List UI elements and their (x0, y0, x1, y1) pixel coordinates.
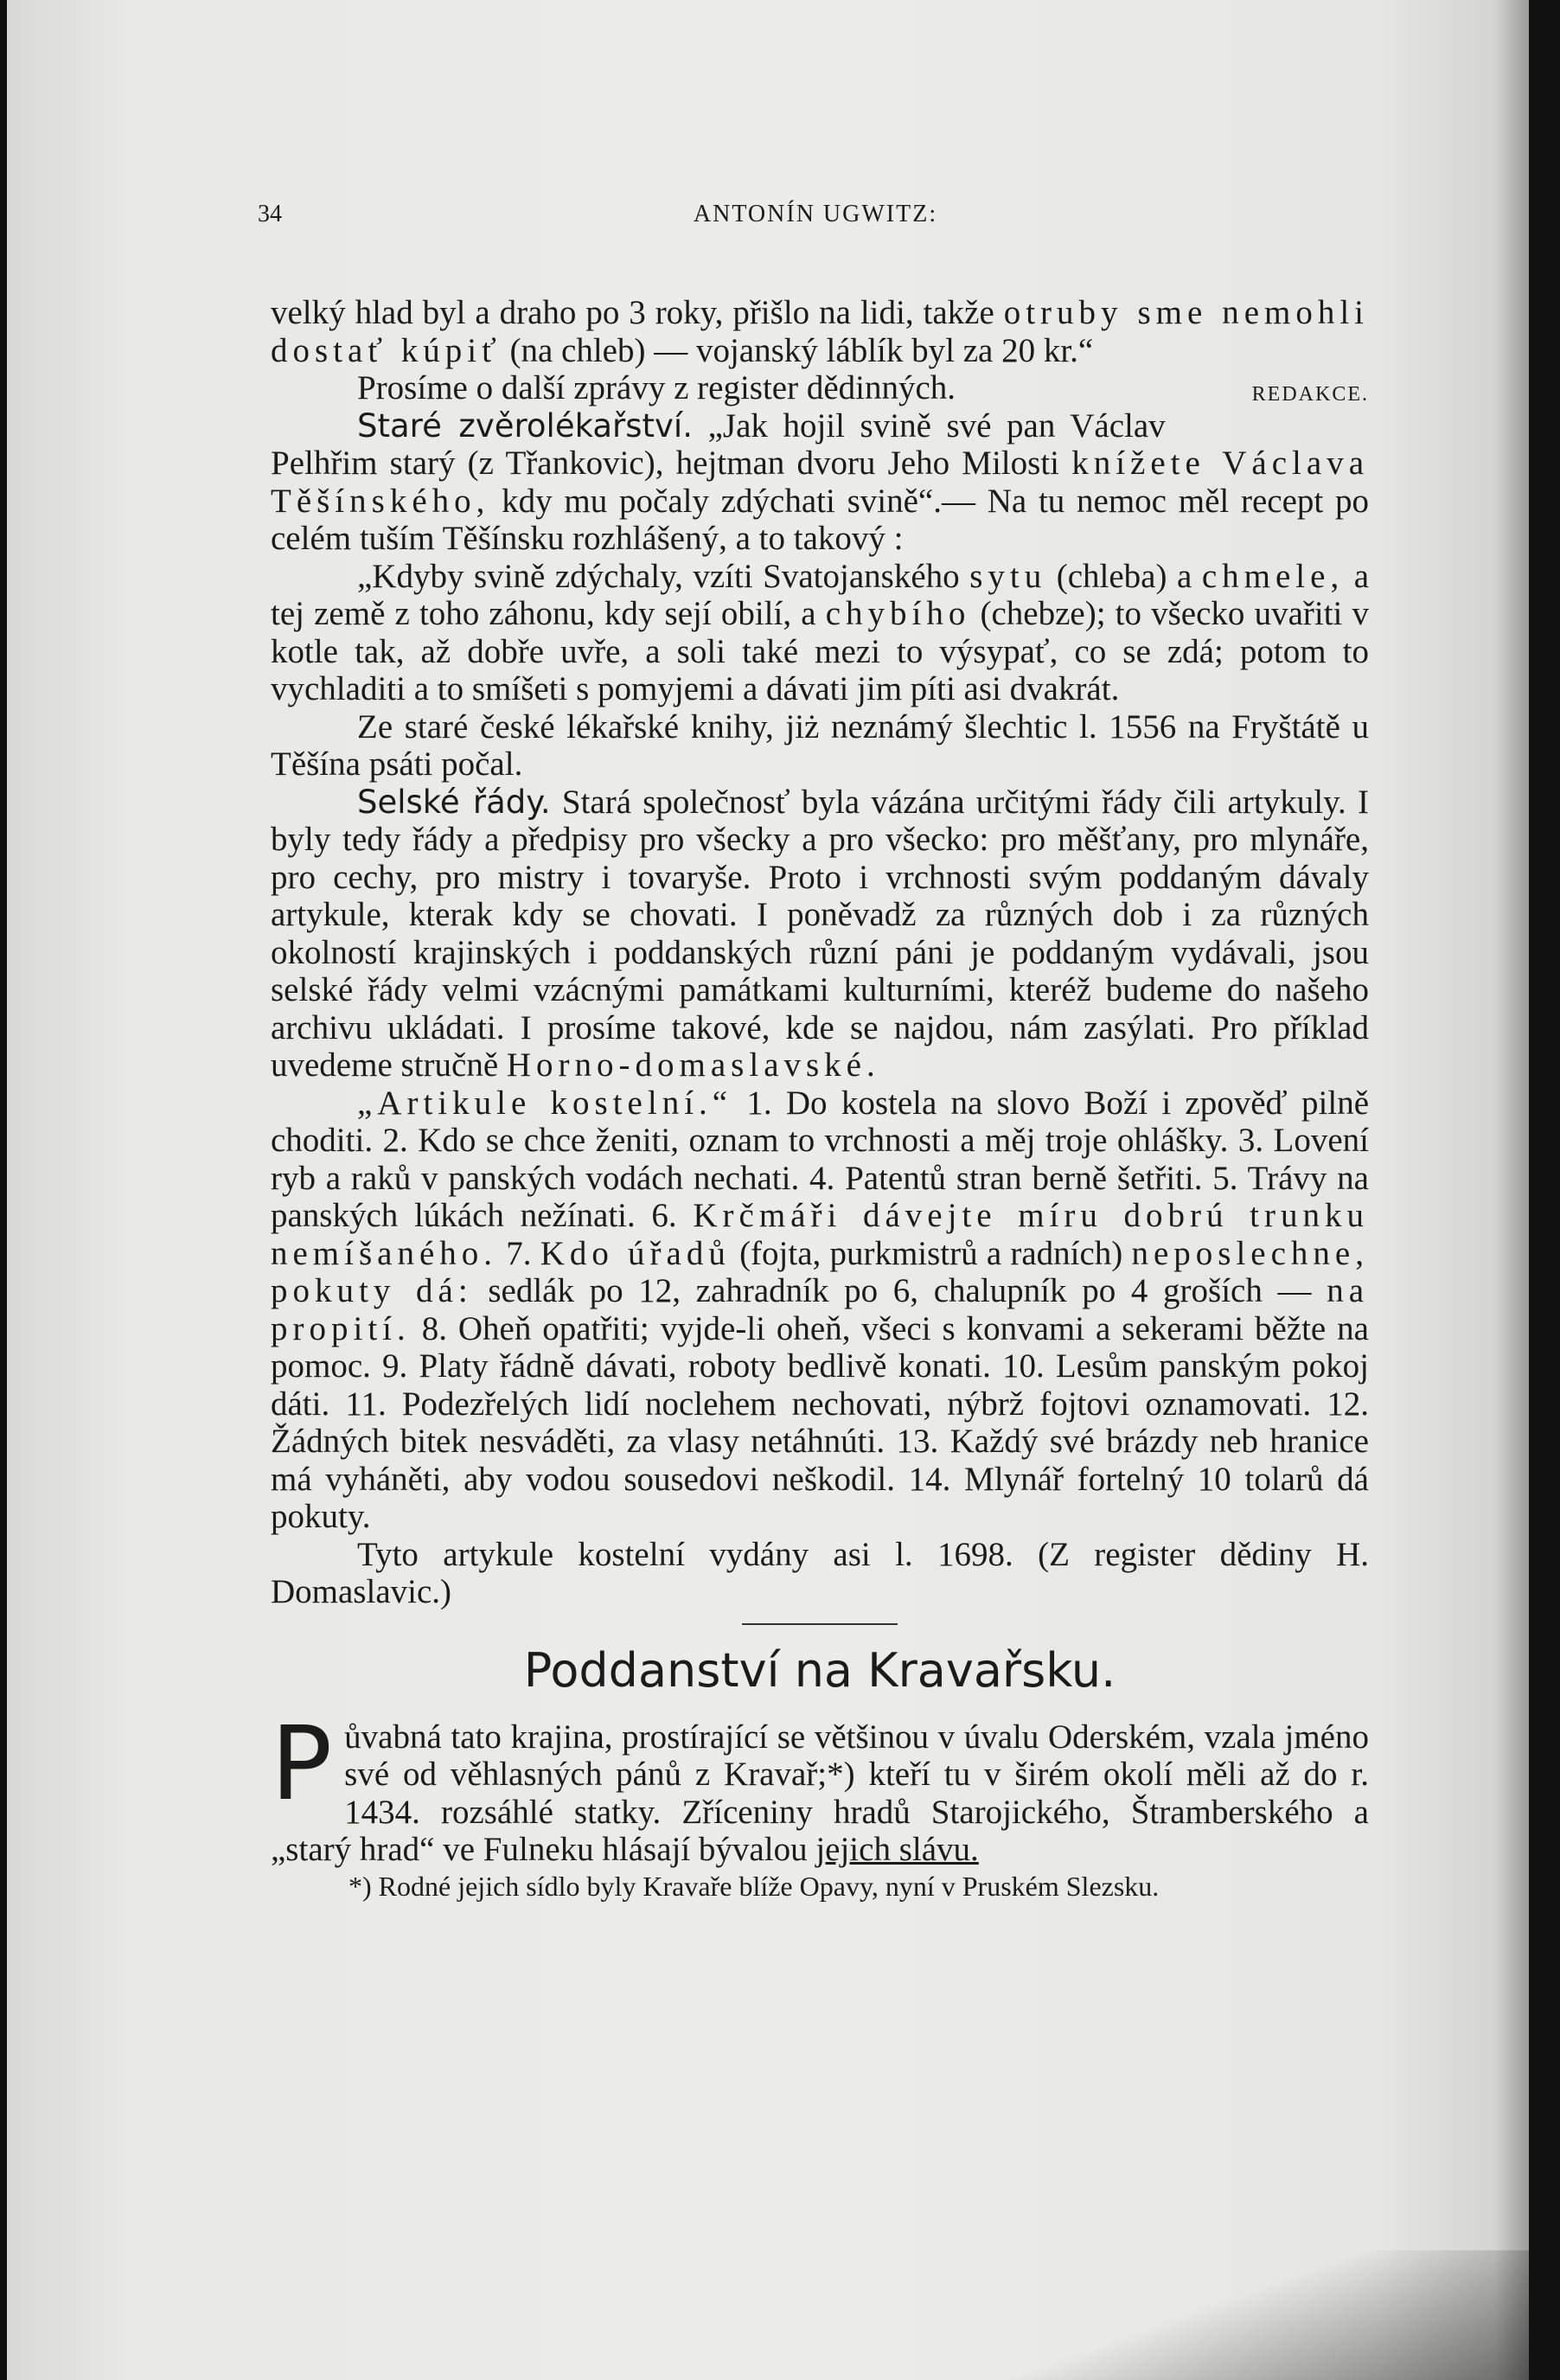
page-number: 34 (258, 201, 282, 227)
page-edge-shadow (1494, 0, 1529, 2380)
book-page (7, 0, 1529, 2380)
footnote: *) Rodné jejich sídlo byly Kravaře blíže Opavy, nyní v Pruském Slezsku. (348, 1870, 1160, 1902)
subheading-veterinary: Staré zvěrolékařství. (357, 406, 693, 445)
paragraph-kravarsko: P ůvabná tato krajina, prostírající se většinou v úvalu Oderském, vzala jméno své od věhlasných pánů z Kravař;*) kteří tu v širém okolí měli až do r. 1434. rozsáhlé statky. Zříceniny hradů Starojického, Štramberského a „starý hrad“ ve Fulneku hlásají bývalou jejich slávu. (271, 1703, 1369, 1868)
running-head: ANTONÍN UGWITZ: (693, 201, 938, 227)
paragraph-veterinary: Staré zvěrolékařství. „Jak hojil svině své pan Václav Pelhřim starý (z Třankovic), hejtman dvoru Jeho Milosti knížete Václava Těšínského, kdy mu počaly zdýchati svině“.— Na tu nemoc měl recept po celém tuším Těšínsku rozhlášený, a to takový : (271, 406, 1370, 557)
subheading-orders: Selské řády. (357, 783, 551, 821)
paragraph-orders: Selské řády. Stará společnosť byla vázána určitými řády čili artykuly. I byly tedy řády a předpisy pro všecky a pro všecko: pro měšťany, pro mlynáře, pro cechy, pro mistry i tovaryše. Proto i vrchnosti svým poddaným dávaly artykule, kterak kdy se chovati. I poněvadž za různých dob i za různých okolností krajinských i poddanských různí páni je poddaným vydávali, jsou selské řády velmi vzácnými památkami kulturními, kteréž budeme do našeho archivu ukládati. I prosíme takové, kde se najdou, nám zasýlati. Pro příklad uvedeme stručně Horno-domaslavské. (271, 783, 1369, 1084)
paragraph-dating: Tyto artykule kostelní vydány asi l. 1698. (Z register dědiny H. Domaslavic.) (271, 1535, 1369, 1610)
paragraph-request: Prosíme o další zprávy z register dědinných. REDAKCE. (271, 369, 1369, 407)
page-text (271, 294, 1369, 1903)
section-divider (742, 1623, 898, 1625)
paragraph-articles: „Artikule kostelní.“ 1. Do kostela na slovo Boží i zpověď pilně choditi. 2. Kdo se chce ženiti, oznam to vrchnosti a měj troje ohlášky. 3. Lovení ryb a raků v panských vodách nechati. 4. Patentů stran berně šetřiti. 5. Trávy na panských lúkách nežínati. 6. Krčmáři dávejte míru dobrú trunku nemíšaného. 7. Kdo úřadů (fojta, purkmistrů a radních) neposlechne, pokuty dá: sedlák po 12, zahradník po 6, chalupník po 4 groších — na propití. 8. Oheň opatřiti; vyjde-li oheň, všeci s konvami a sekerami běžte na pomoc. 9. Platy řádně dávati, roboty bedlivě konati. 10. Lesům panským pokoj dáti. 11. Podezřelých lidí noclehem nechovati, nýbrž fojtovi oznamovati. 12. Žádných bitek nesváděti, za vlasy netáhnúti. 13. Každý své brázdy neb hranice má vyháněti, aby vodou sousedovi neškodil. 14. Mlynář fortelný 10 tolarů dá pokuty. (271, 1084, 1370, 1535)
paragraph-recipe: „Kdyby svině zdýchaly, vzíti Svatojanského sytu (chleba) a chmele, a tej země z toho záhonu, kdy sejí obilí, a chybího (chebze); to všecko uvařiti v kotle tak, až dobře uvře, a soli také mezi to výsypať, co se zdá; potom to vychladiti a to smíšeti s pomyjemi a dávati jim píti asi dvakrát. (271, 557, 1370, 707)
paragraph-hunger: velký hlad byl a draho po 3 roky, přišlo na lidi, takže otruby sme nemohli dostať kúpiť (na chleb) — vojanský láblík byl za 20 kr.“ (271, 294, 1370, 369)
paragraph-source: Ze staré české lékařské knihy, jiż neznámý šlechtic l. 1556 na Fryštátě u Těšína psáti počal. (271, 707, 1369, 783)
section-title: Poddanství na Kravařsku. (523, 1642, 1116, 1698)
page-corner-shadow (1010, 2250, 1529, 2380)
page-header (258, 201, 1373, 235)
editor-signature: REDAKCE. (1251, 383, 1369, 406)
drop-cap: P (271, 1703, 333, 1823)
